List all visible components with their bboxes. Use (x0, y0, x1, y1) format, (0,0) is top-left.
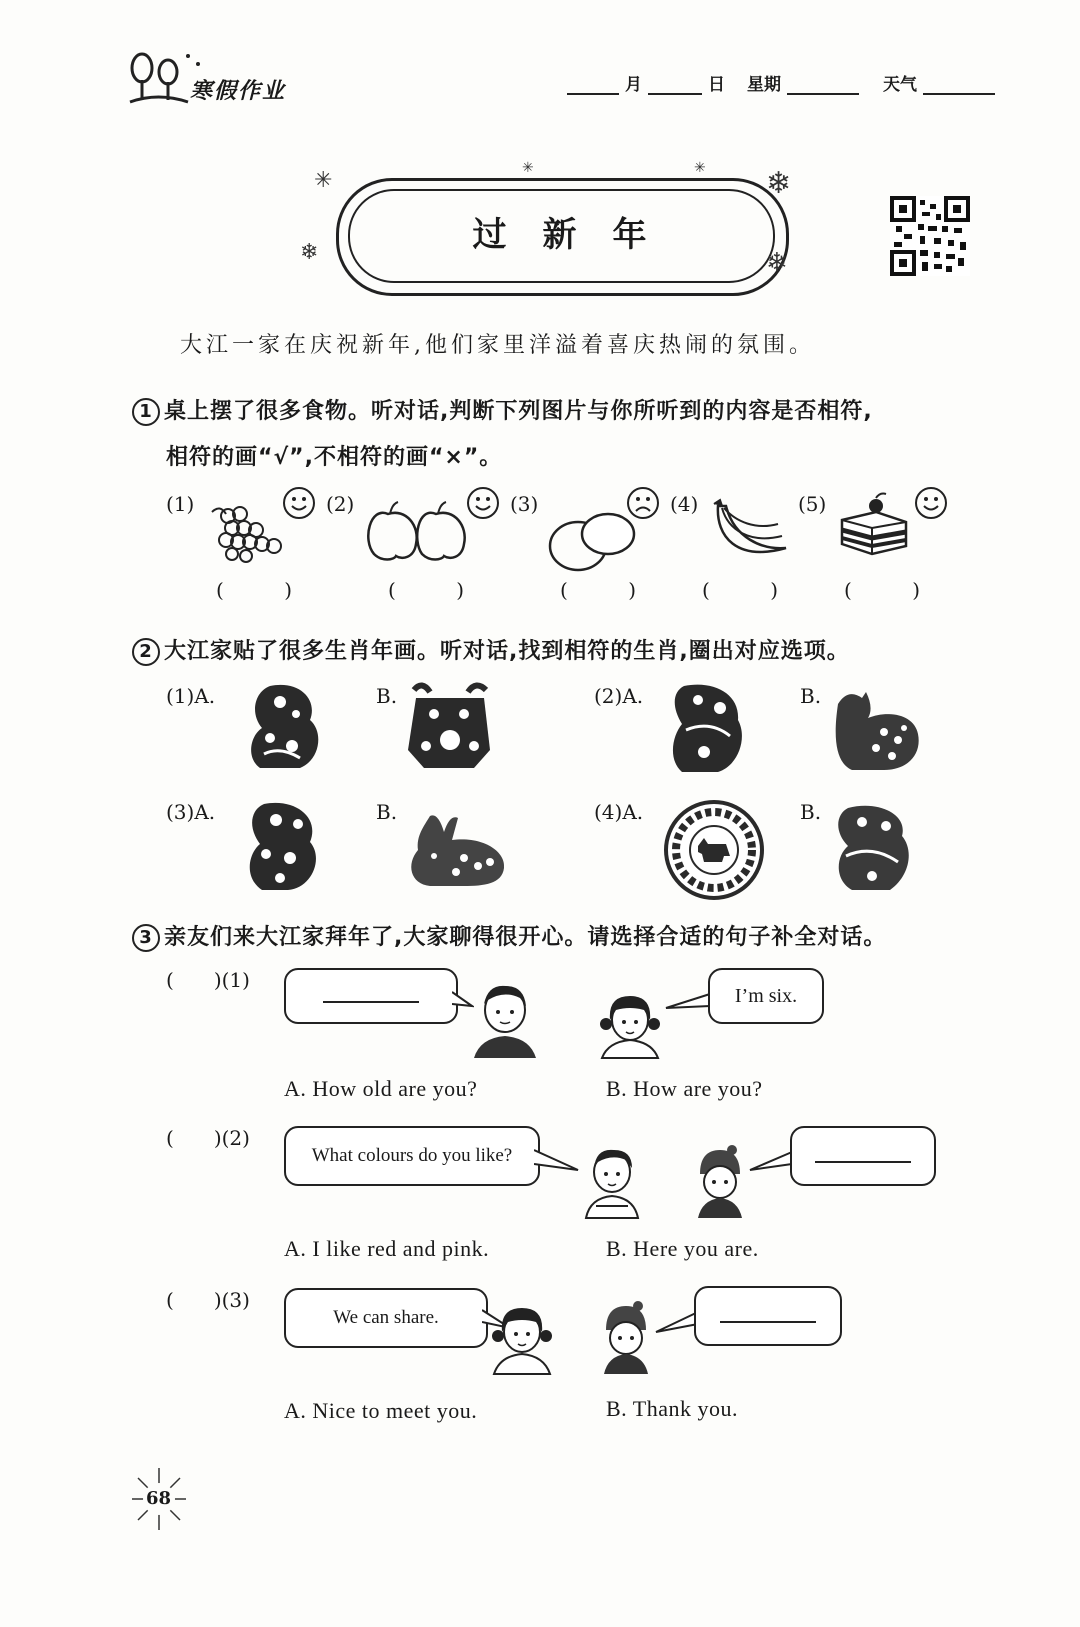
page-title: 过新年 (472, 215, 683, 255)
q2-option-label[interactable]: (4)A. (594, 800, 644, 824)
q1-answer-blank[interactable]: ( ) (844, 578, 920, 602)
weather-label: 天气 (883, 75, 917, 95)
q2-option-label[interactable]: B. (800, 684, 822, 708)
q3-3-option-b[interactable]: B. Thank you. (606, 1396, 738, 1421)
papercut-dragon-icon[interactable] (828, 800, 916, 894)
page-number: 68 (146, 1488, 172, 1509)
snowflake-icon: ❄ (300, 240, 319, 265)
bananas-icon (706, 496, 792, 568)
weekday-label: 星期 (747, 75, 781, 95)
girl-hat-avatar (692, 1144, 748, 1220)
q1-answer-blank[interactable]: ( ) (216, 578, 292, 602)
q3-1-right-bubble: I’m six. (708, 968, 824, 1024)
q1-item-label: (2) (326, 492, 355, 516)
q1-item-label: (5) (798, 492, 827, 516)
q1-line1 (132, 394, 873, 426)
q3-1-blank-line[interactable] (323, 1001, 419, 1003)
q1-item-label: (1) (166, 492, 195, 516)
brand-text: 寒假作业 (190, 79, 287, 104)
q1-instruction-1: 桌上摆了很多食物。听对话,判断下列图片与你所听到的内容是否相符, (164, 399, 873, 424)
boy-avatar (470, 980, 540, 1060)
q2-option-label[interactable]: B. (800, 800, 822, 824)
q1-item-label: (3) (510, 492, 539, 516)
q3-3-right-bubble (694, 1286, 842, 1346)
q2-option-label[interactable]: (2)A. (594, 684, 644, 708)
papercut-dog-icon[interactable] (664, 800, 764, 900)
q3-2-right-bubble (790, 1126, 936, 1186)
q3-1-left-bubble (284, 968, 458, 1024)
papercut-monkey-b-icon[interactable] (240, 798, 324, 892)
day-label: 日 (708, 75, 725, 95)
girl-avatar (488, 1302, 556, 1376)
weekday-blank[interactable] (787, 73, 859, 95)
q3-answer-blank[interactable]: ( )(3) (166, 1288, 250, 1312)
bubble-tail (534, 1148, 580, 1174)
q3-3-left-bubble: We can share. (284, 1288, 488, 1348)
q3-3-option-a[interactable]: A. Nice to meet you. (284, 1398, 478, 1423)
intro-text: 大江一家在庆祝新年,他们家里洋溢着喜庆热闹的氛围。 (180, 333, 815, 358)
q3-2-option-b[interactable]: B. Here you are. (606, 1236, 759, 1261)
snowflake-icon: ✳ (314, 168, 333, 193)
q3-2-option-a[interactable]: A. I like red and pink. (284, 1236, 490, 1261)
q2-number-badge: 2 (132, 638, 160, 666)
q3-2-left-bubble: What colours do you like? (284, 1126, 540, 1186)
qr-code-icon[interactable] (890, 196, 970, 276)
q3-3-blank-line[interactable] (720, 1321, 816, 1323)
q3-number-badge: 3 (132, 924, 160, 952)
smiley-face-icon (282, 486, 316, 520)
snowflake-icon: ✳ (522, 160, 534, 176)
q3-answer-blank[interactable]: ( )(2) (166, 1126, 250, 1150)
q3-answer-blank[interactable]: ( )(1) (166, 968, 250, 992)
papercut-ox-icon[interactable] (404, 680, 494, 772)
q1-answer-blank[interactable]: ( ) (560, 578, 636, 602)
papercut-tiger-icon[interactable] (828, 684, 924, 772)
oranges-icon (546, 512, 640, 572)
q3-instruction: 亲友们来大江家拜年了,大家聊得很开心。请选择合适的句子补全对话。 (164, 925, 887, 950)
grapes-icon (204, 500, 286, 566)
papercut-horse-icon[interactable] (664, 680, 748, 776)
q2-option-label[interactable]: B. (376, 800, 398, 824)
q1-answer-blank[interactable]: ( ) (702, 578, 778, 602)
q3-2-blank-line[interactable] (815, 1161, 911, 1163)
q2-instruction: 大江家贴了很多生肖年画。听对话,找到相符的生肖,圈出对应选项。 (164, 639, 850, 664)
q2-option-label[interactable]: (3)A. (166, 800, 216, 824)
month-blank[interactable] (567, 73, 619, 95)
day-blank[interactable] (648, 73, 702, 95)
weather-blank[interactable] (923, 73, 995, 95)
apples-icon (362, 500, 468, 566)
bubble-tail (664, 992, 712, 1014)
girl-avatar (596, 990, 664, 1060)
q1-instruction-2: 相符的画“√”,不相符的画“×”。 (166, 445, 503, 470)
date-line (567, 70, 995, 95)
cake-icon (836, 492, 910, 556)
smiley-face-icon (466, 486, 500, 520)
boy-avatar (582, 1144, 644, 1220)
girl-hat-avatar (598, 1300, 654, 1376)
q1-number-badge: 1 (132, 398, 160, 426)
month-label: 月 (625, 75, 642, 95)
snowflake-icon: ❄ (766, 166, 792, 201)
q1-answer-blank[interactable]: ( ) (388, 578, 464, 602)
q3-1-option-a[interactable]: A. How old are you? (284, 1076, 478, 1101)
smiley-face-icon (914, 486, 948, 520)
snowflake-icon: ✳ (694, 160, 706, 176)
q3-line (132, 920, 886, 952)
snowflake-icon: ❄ (766, 248, 788, 278)
sad-face-icon (626, 486, 660, 520)
bubble-tail (748, 1150, 794, 1174)
q2-option-label[interactable]: B. (376, 684, 398, 708)
papercut-rabbit-icon[interactable] (404, 812, 508, 888)
papercut-monkey-icon[interactable] (240, 680, 326, 772)
q2-line (132, 634, 850, 666)
q1-item-label: (4) (670, 492, 699, 516)
q2-option-label[interactable]: (1)A. (166, 684, 216, 708)
q3-1-option-b[interactable]: B. How are you? (606, 1076, 763, 1101)
